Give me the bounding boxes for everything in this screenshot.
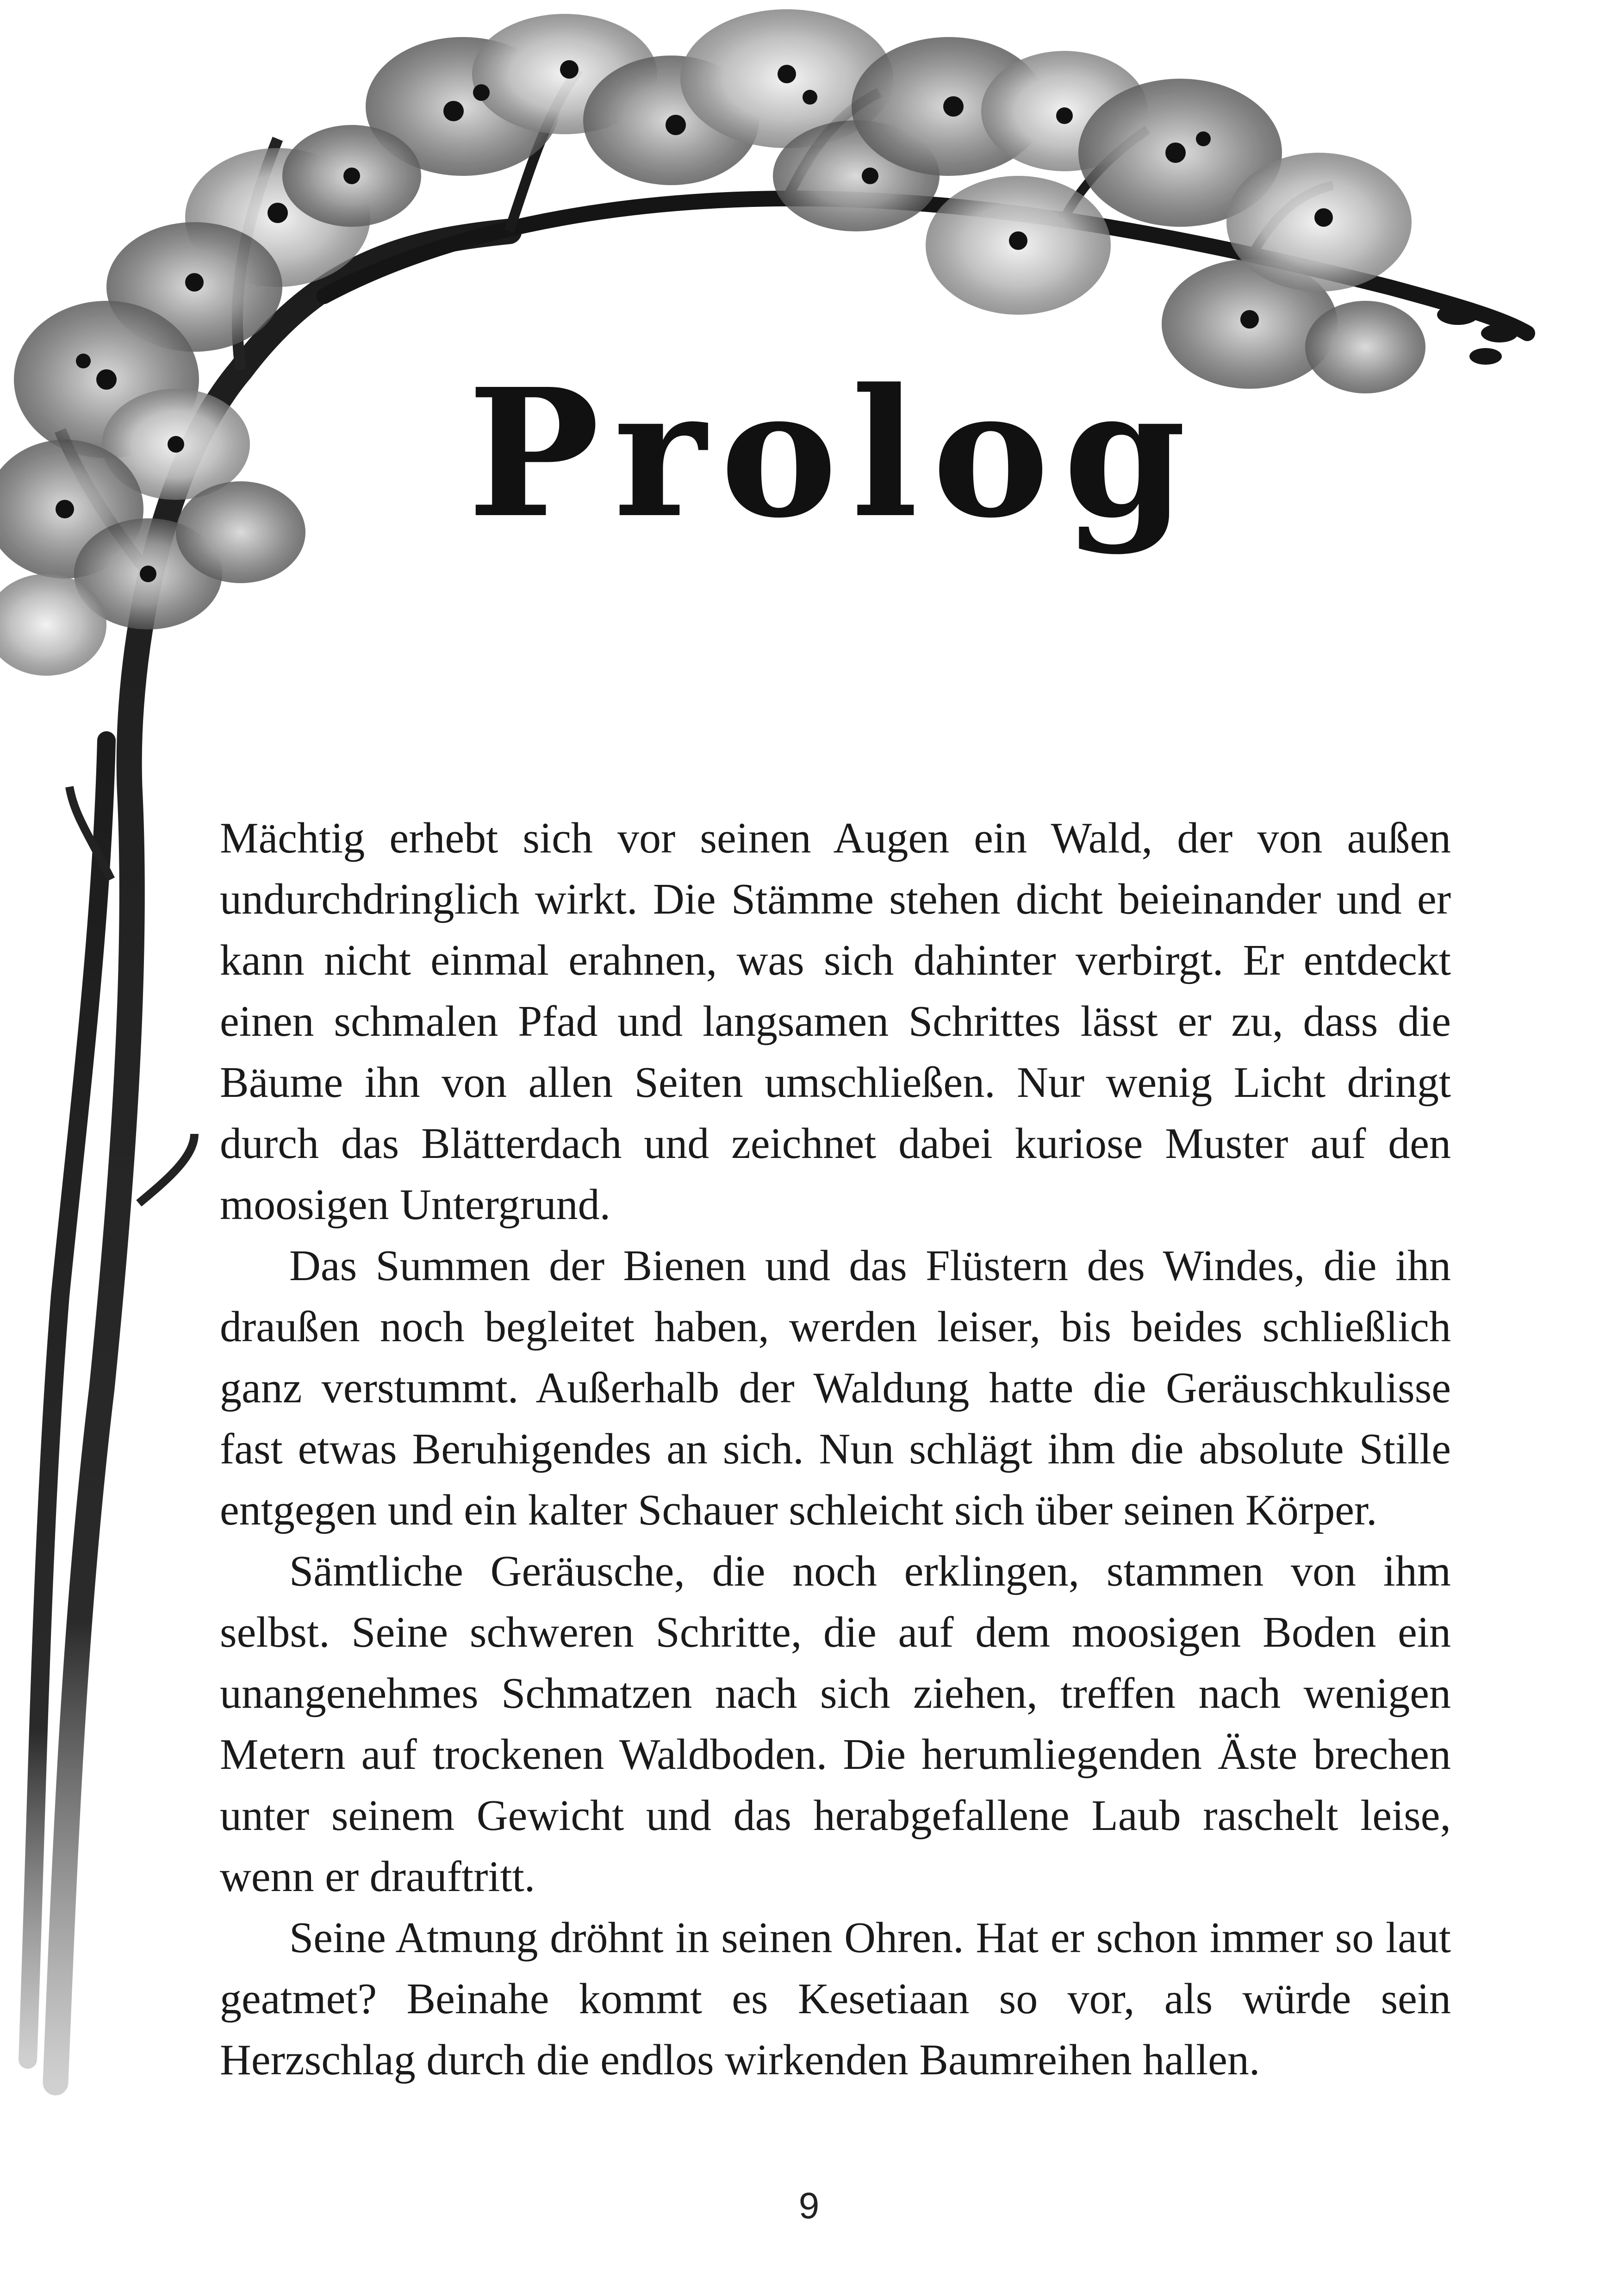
paragraph: Das Summen der Bienen und das Flüstern des Windes, die ihn draußen noch begleitet haben, werden leiser, bis beides schließlich ganz verstummt. Außerhalb der Waldung hatte die Geräuschkulisse fast etwas Beruhigendes an sich. Nun schlägt ihm die absolute Stille entgegen und ein kalter Schauer schleicht sich über seinen Körper. — [220, 1242, 1451, 1534]
paragraph: Sämtliche Geräusche, die noch erklingen, stammen von ihm selbst. Seine schweren Schritte, die auf dem moosigen Boden ein unangenehmes Schmatzen nach sich ziehen, treffen nach wenigen Metern auf trockenen Waldboden. Die herumliegenden Äste brechen unter seinem Gewicht und das herabgefallene Laub raschelt leise, wenn er drauftritt. — [220, 1547, 1451, 1901]
paragraph: Seine Atmung dröhnt in seinen Ohren. Hat er schon immer so laut geatmet? Beinahe kommt es Kesetiaan so vor, als würde sein Herzschlag durch die endlos wirkenden Baumreihen hallen. — [220, 1914, 1451, 2084]
blossom-clusters — [0, 9, 1425, 676]
page-number: 9 — [798, 2185, 820, 2226]
paragraph: Mächtig erhebt sich vor seinen Augen ein Wald, der von außen undurchdringlich wirkt. Die Stämme stehen dicht beieinander und er kann nicht einmal erahnen, was sich dahinter verbirgt. Er entdeckt einen schmalen Pfad und langsamen Schrittes lässt er zu, dass die Bäume ihn von allen Seiten umschließen. Nur wenig Licht dringt durch das Blätterdach und zeichnet dabei kuriose Muster auf den moosigen Untergrund. — [220, 814, 1451, 1229]
body-text — [220, 808, 1451, 2091]
tree-branch — [139, 1134, 194, 1203]
chapter-title: Prolog — [467, 350, 1200, 557]
twig-tips — [1437, 305, 1518, 365]
